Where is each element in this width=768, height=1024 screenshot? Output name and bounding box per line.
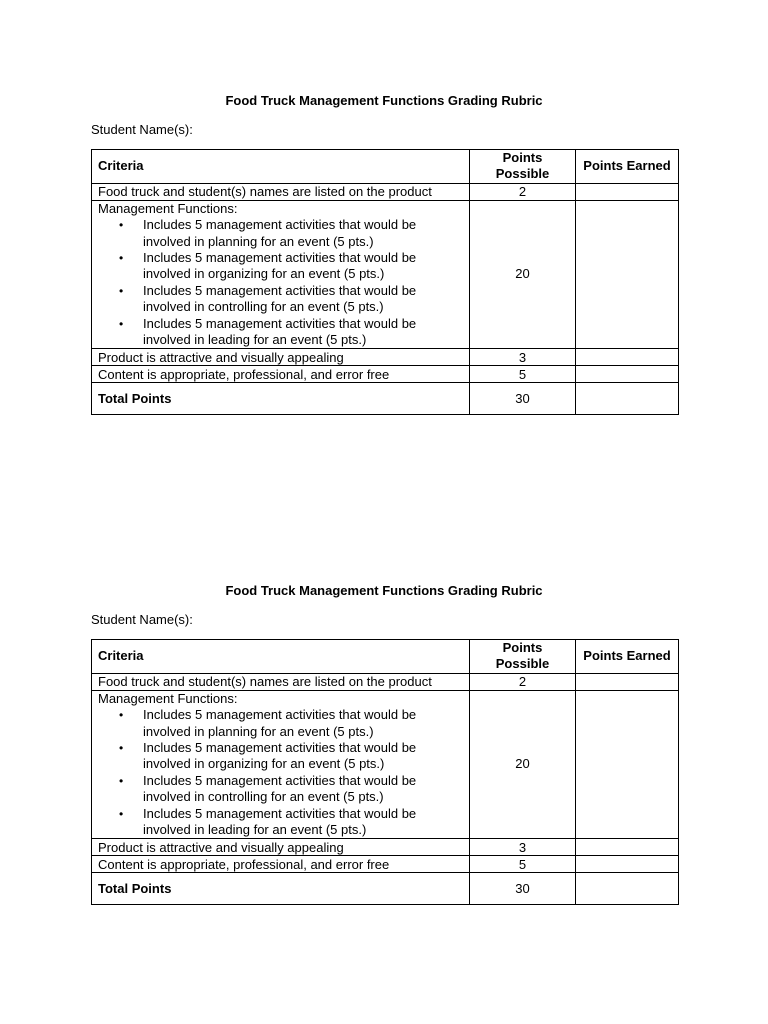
header-row (92, 640, 679, 674)
student-names-label: Student Name(s): (91, 612, 193, 627)
bullet-icon: • (119, 283, 124, 298)
total-points-earned-cell[interactable] (576, 873, 679, 905)
table-row (92, 690, 679, 839)
points-earned-cell[interactable] (576, 366, 679, 383)
list-item: • Includes 5 management activities that would be involved in organizing for an event (5 pts.) (119, 250, 417, 282)
points-earned-cell[interactable] (576, 839, 679, 856)
table-row (92, 183, 679, 200)
list-item: • Includes 5 management activities that would be involved in planning for an event (5 pts.) (119, 217, 417, 249)
points-earned-cell[interactable] (576, 183, 679, 200)
points-possible-cell: 2 (470, 183, 576, 200)
points-possible-cell: 20 (470, 200, 576, 349)
criteria-cell: Content is appropriate, professional, and error free (92, 366, 470, 383)
list-item: • Includes 5 management activities that would be involved in controlling for an event (5 pts.) (119, 282, 417, 315)
student-names-label: Student Name(s): (91, 122, 193, 137)
total-points-possible: 30 (470, 873, 576, 905)
points-earned-cell[interactable] (576, 690, 679, 839)
points-possible-cell: 5 (470, 366, 576, 383)
total-points-possible: 30 (470, 383, 576, 415)
bullet-icon: • (119, 316, 124, 331)
bullet-icon: • (119, 806, 124, 821)
criteria-cell: Product is attractive and visually appealing (92, 349, 470, 366)
points-earned-cell[interactable] (576, 200, 679, 349)
total-points-label: Total Points (92, 383, 470, 415)
criteria-cell: Product is attractive and visually appealing (92, 839, 470, 856)
criteria-cell (92, 690, 470, 839)
list-item: • Includes 5 management activities that would be involved in controlling for an event (5 pts.) (119, 772, 417, 805)
criteria-cell: Content is appropriate, professional, and error free (92, 856, 470, 873)
points-earned-cell[interactable] (576, 349, 679, 366)
total-row (92, 873, 679, 905)
header-criteria: Criteria (92, 640, 470, 674)
points-possible-cell: 3 (470, 839, 576, 856)
table-row (92, 839, 679, 856)
list-item: • Includes 5 management activities that would be involved in planning for an event (5 pts.) (119, 707, 417, 739)
rubric-title: Food Truck Management Functions Grading Rubric (225, 93, 543, 108)
management-functions-label: Management Functions: (98, 200, 238, 216)
rubric-1 (0, 93, 768, 406)
points-possible-cell: 3 (470, 349, 576, 366)
bullet-icon: • (119, 251, 124, 266)
management-functions-label: Management Functions: (98, 690, 238, 706)
points-possible-cell: 20 (470, 690, 576, 839)
points-possible-cell: 5 (470, 856, 576, 873)
table-row (92, 366, 679, 383)
table-row (92, 856, 679, 873)
criteria-cell: Food truck and student(s) names are listed on the product (92, 673, 470, 690)
bullet-icon: • (119, 708, 124, 723)
points-possible-cell: 2 (470, 673, 576, 690)
rubric-title: Food Truck Management Functions Grading Rubric (225, 583, 543, 598)
header-row (92, 150, 679, 184)
points-earned-cell[interactable] (576, 856, 679, 873)
list-item: • Includes 5 management activities that would be involved in leading for an event (5 pts.) (119, 315, 417, 348)
bullet-icon: • (119, 773, 124, 788)
points-earned-cell[interactable] (576, 673, 679, 690)
rubric-2 (0, 583, 768, 896)
management-bullet-list (98, 217, 463, 348)
total-row (92, 383, 679, 415)
header-points-earned: Points Earned (576, 150, 679, 184)
bullet-icon: • (119, 218, 124, 233)
table-row (92, 673, 679, 690)
list-item: • Includes 5 management activities that would be involved in organizing for an event (5 pts.) (119, 740, 417, 772)
rubric-table (91, 149, 679, 415)
criteria-cell (92, 200, 470, 349)
rubric-table (91, 639, 679, 905)
criteria-cell: Food truck and student(s) names are listed on the product (92, 183, 470, 200)
header-points-earned: Points Earned (576, 640, 679, 674)
management-bullet-list (98, 707, 463, 838)
table-row (92, 349, 679, 366)
bullet-icon: • (119, 741, 124, 756)
table-row (92, 200, 679, 349)
list-item: • Includes 5 management activities that would be involved in leading for an event (5 pts.) (119, 805, 417, 838)
header-points-possible: Points Possible (470, 640, 576, 674)
total-points-earned-cell[interactable] (576, 383, 679, 415)
total-points-label: Total Points (92, 873, 470, 905)
header-criteria: Criteria (92, 150, 470, 184)
header-points-possible: Points Possible (470, 150, 576, 184)
